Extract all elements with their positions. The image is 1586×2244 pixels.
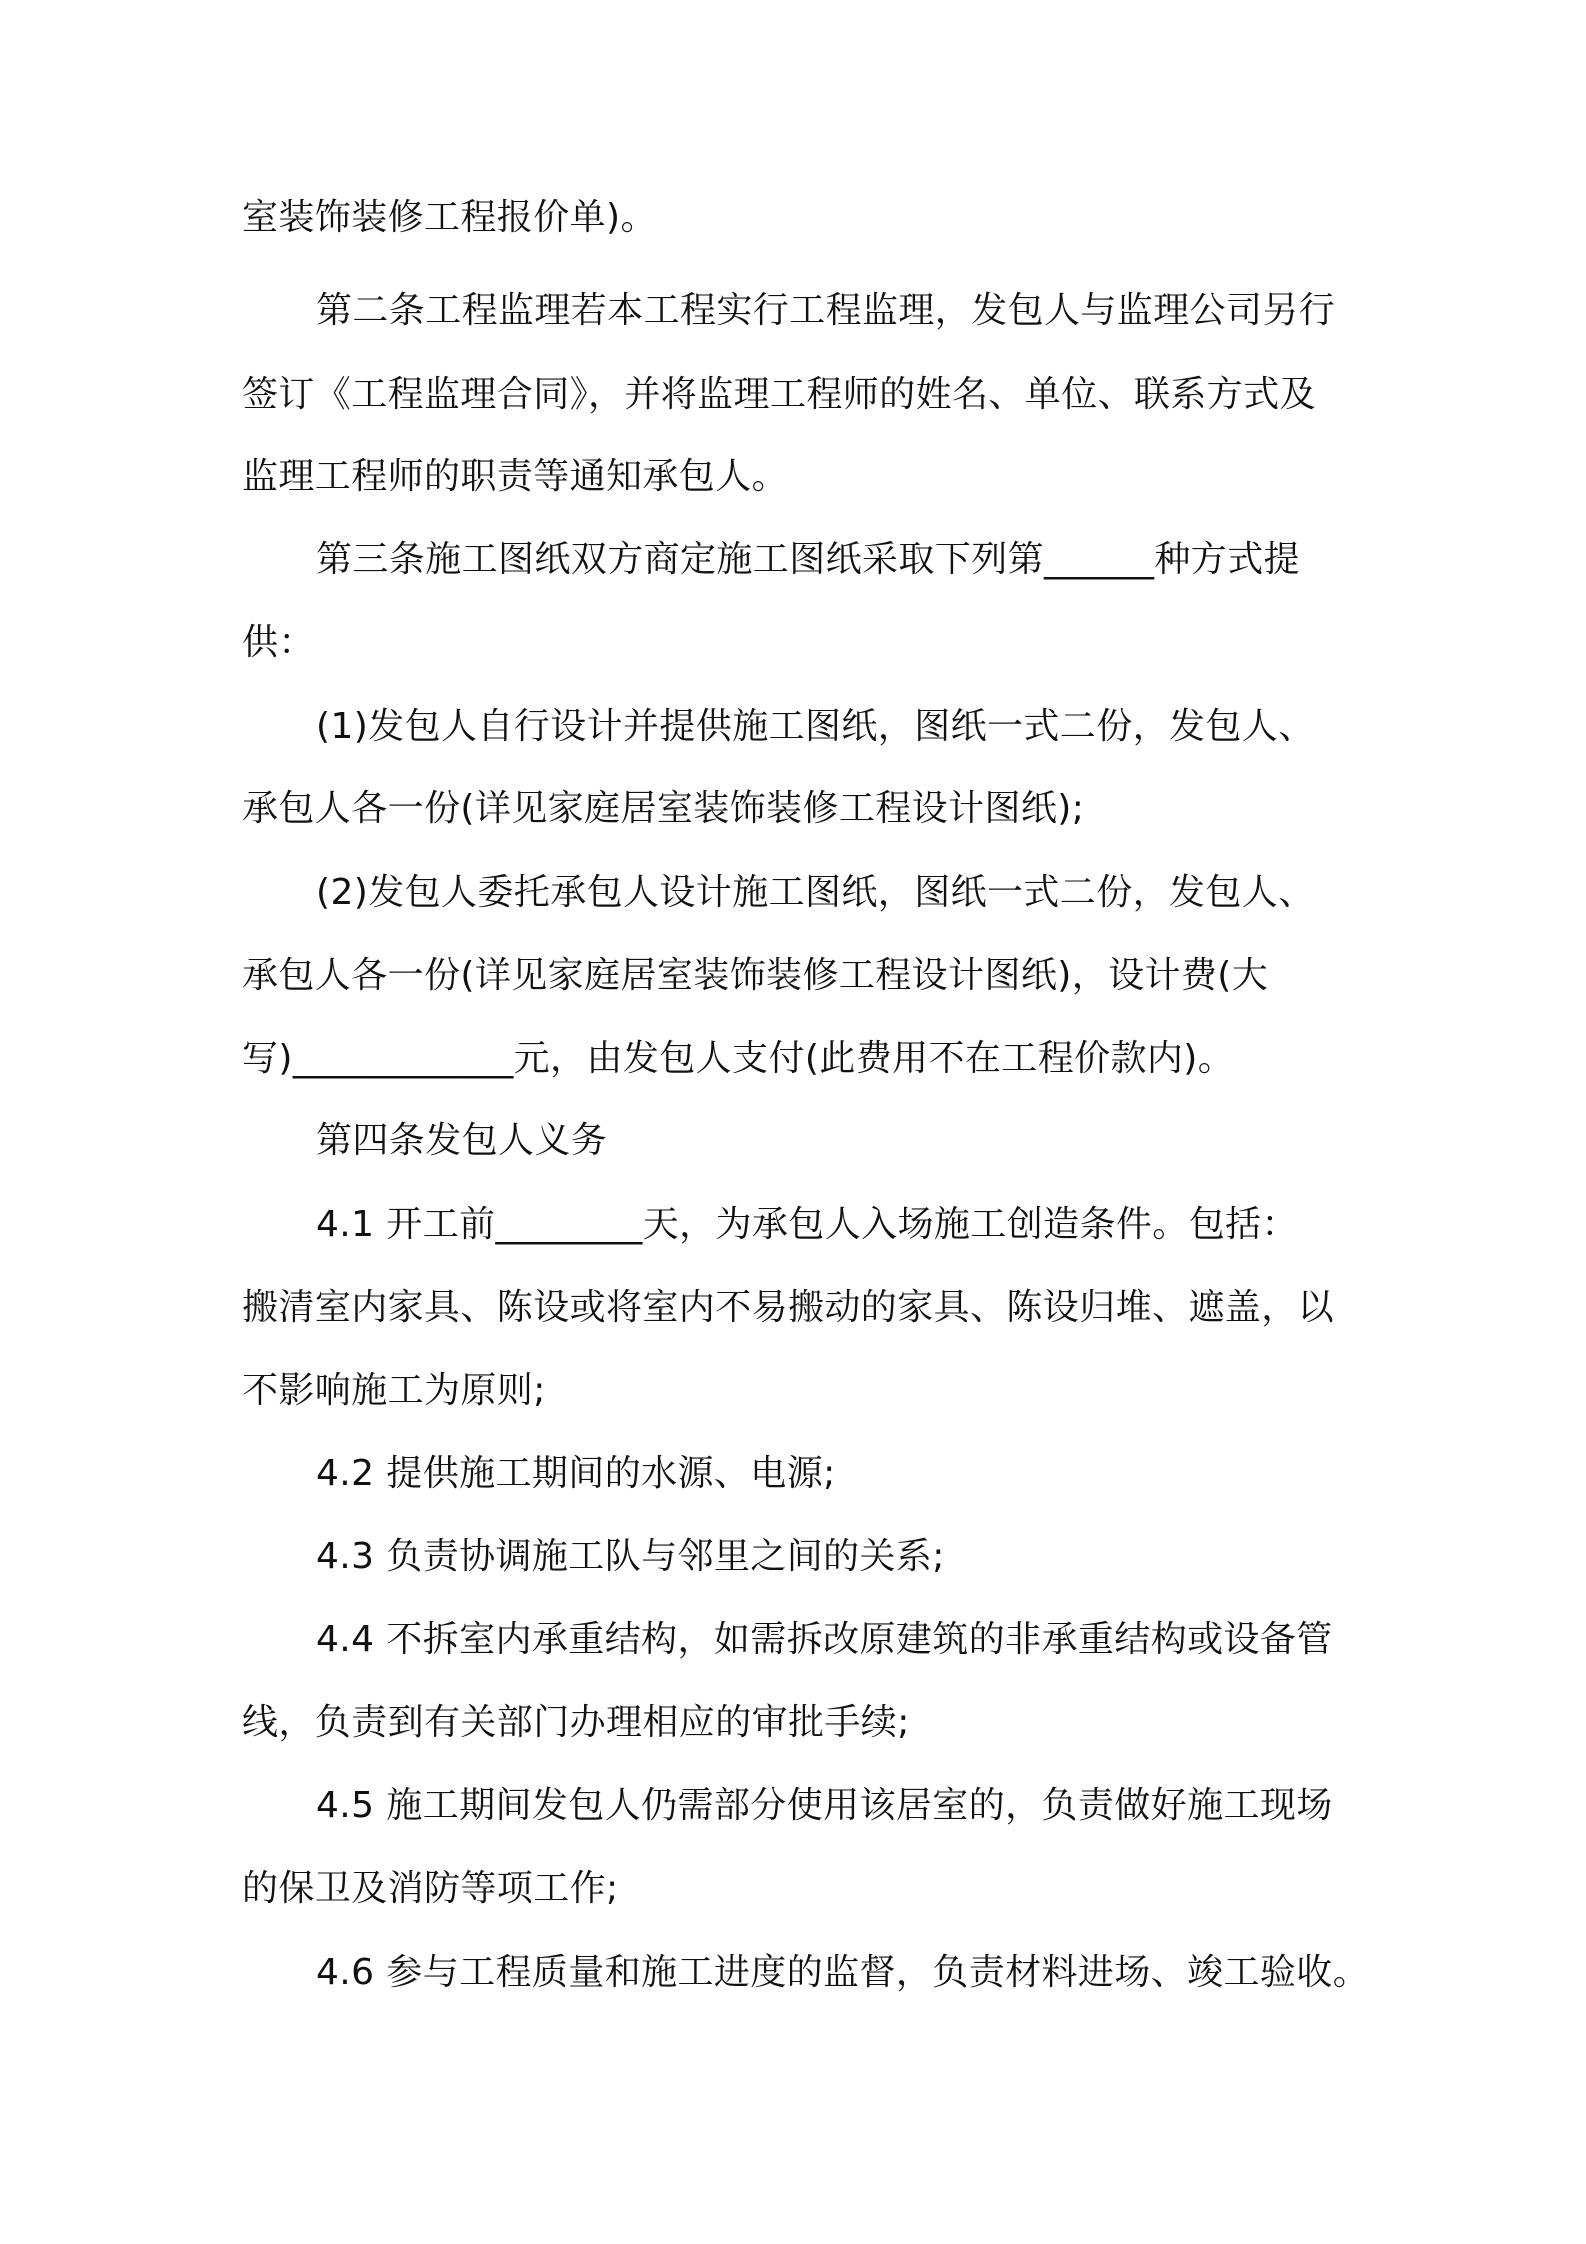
text-line: 签订《工程监理合同》，并将监理工程师的姓名、单位、联系方式及 [242,374,1317,415]
text-line: 4.5 施工期间发包人仍需部分使用该居室的，负责做好施工现场 [316,1785,1333,1826]
text-line: 供： [242,622,315,663]
text-line: 线，负责到有关部门办理相应的审批手续; [242,1702,910,1743]
text-line: 承包人各一份(详见家庭居室装饰装修工程设计图纸)，设计费(大 [242,955,1269,996]
text-line: 的保卫及消防等项工作; [242,1868,619,1909]
text-line: 4.1 开工前________天，为承包人入场施工创造条件。包括： [316,1204,1298,1245]
text-line: (2)发包人委托承包人设计施工图纸，图纸一式二份，发包人、 [316,872,1315,913]
text-line: 4.6 参与工程质量和施工进度的监督，负责材料进场、竣工验收。 [316,1952,1370,1993]
text-line: 监理工程师的职责等通知承包人。 [242,456,789,497]
text-line: 第四条发包人义务 [316,1120,608,1161]
text-line: 第三条施工图纸双方商定施工图纸采取下列第______种方式提 [316,539,1301,580]
text-line: 承包人各一份(详见家庭居室装饰装修工程设计图纸); [242,788,1085,829]
text-line: 4.3 负责协调施工队与邻里之间的关系; [316,1536,945,1577]
text-line: 4.4 不拆室内承重结构，如需拆改原建筑的非承重结构或设备管 [316,1619,1333,1660]
text-line: (1)发包人自行设计并提供施工图纸，图纸一式二份，发包人、 [316,706,1315,747]
text-line: 搬清室内家具、陈设或将室内不易搬动的家具、陈设归堆、遮盖，以 [242,1287,1335,1328]
text-line: 写)____________元，由发包人支付(此费用不在工程价款内)。 [242,1038,1235,1079]
text-line: 4.2 提供施工期间的水源、电源; [316,1453,836,1494]
text-line: 室装饰装修工程报价单)。 [242,197,657,238]
text-line: 第二条工程监理若本工程实行工程监理，发包人与监理公司另行 [316,290,1336,331]
text-line: 不影响施工为原则; [242,1370,546,1411]
